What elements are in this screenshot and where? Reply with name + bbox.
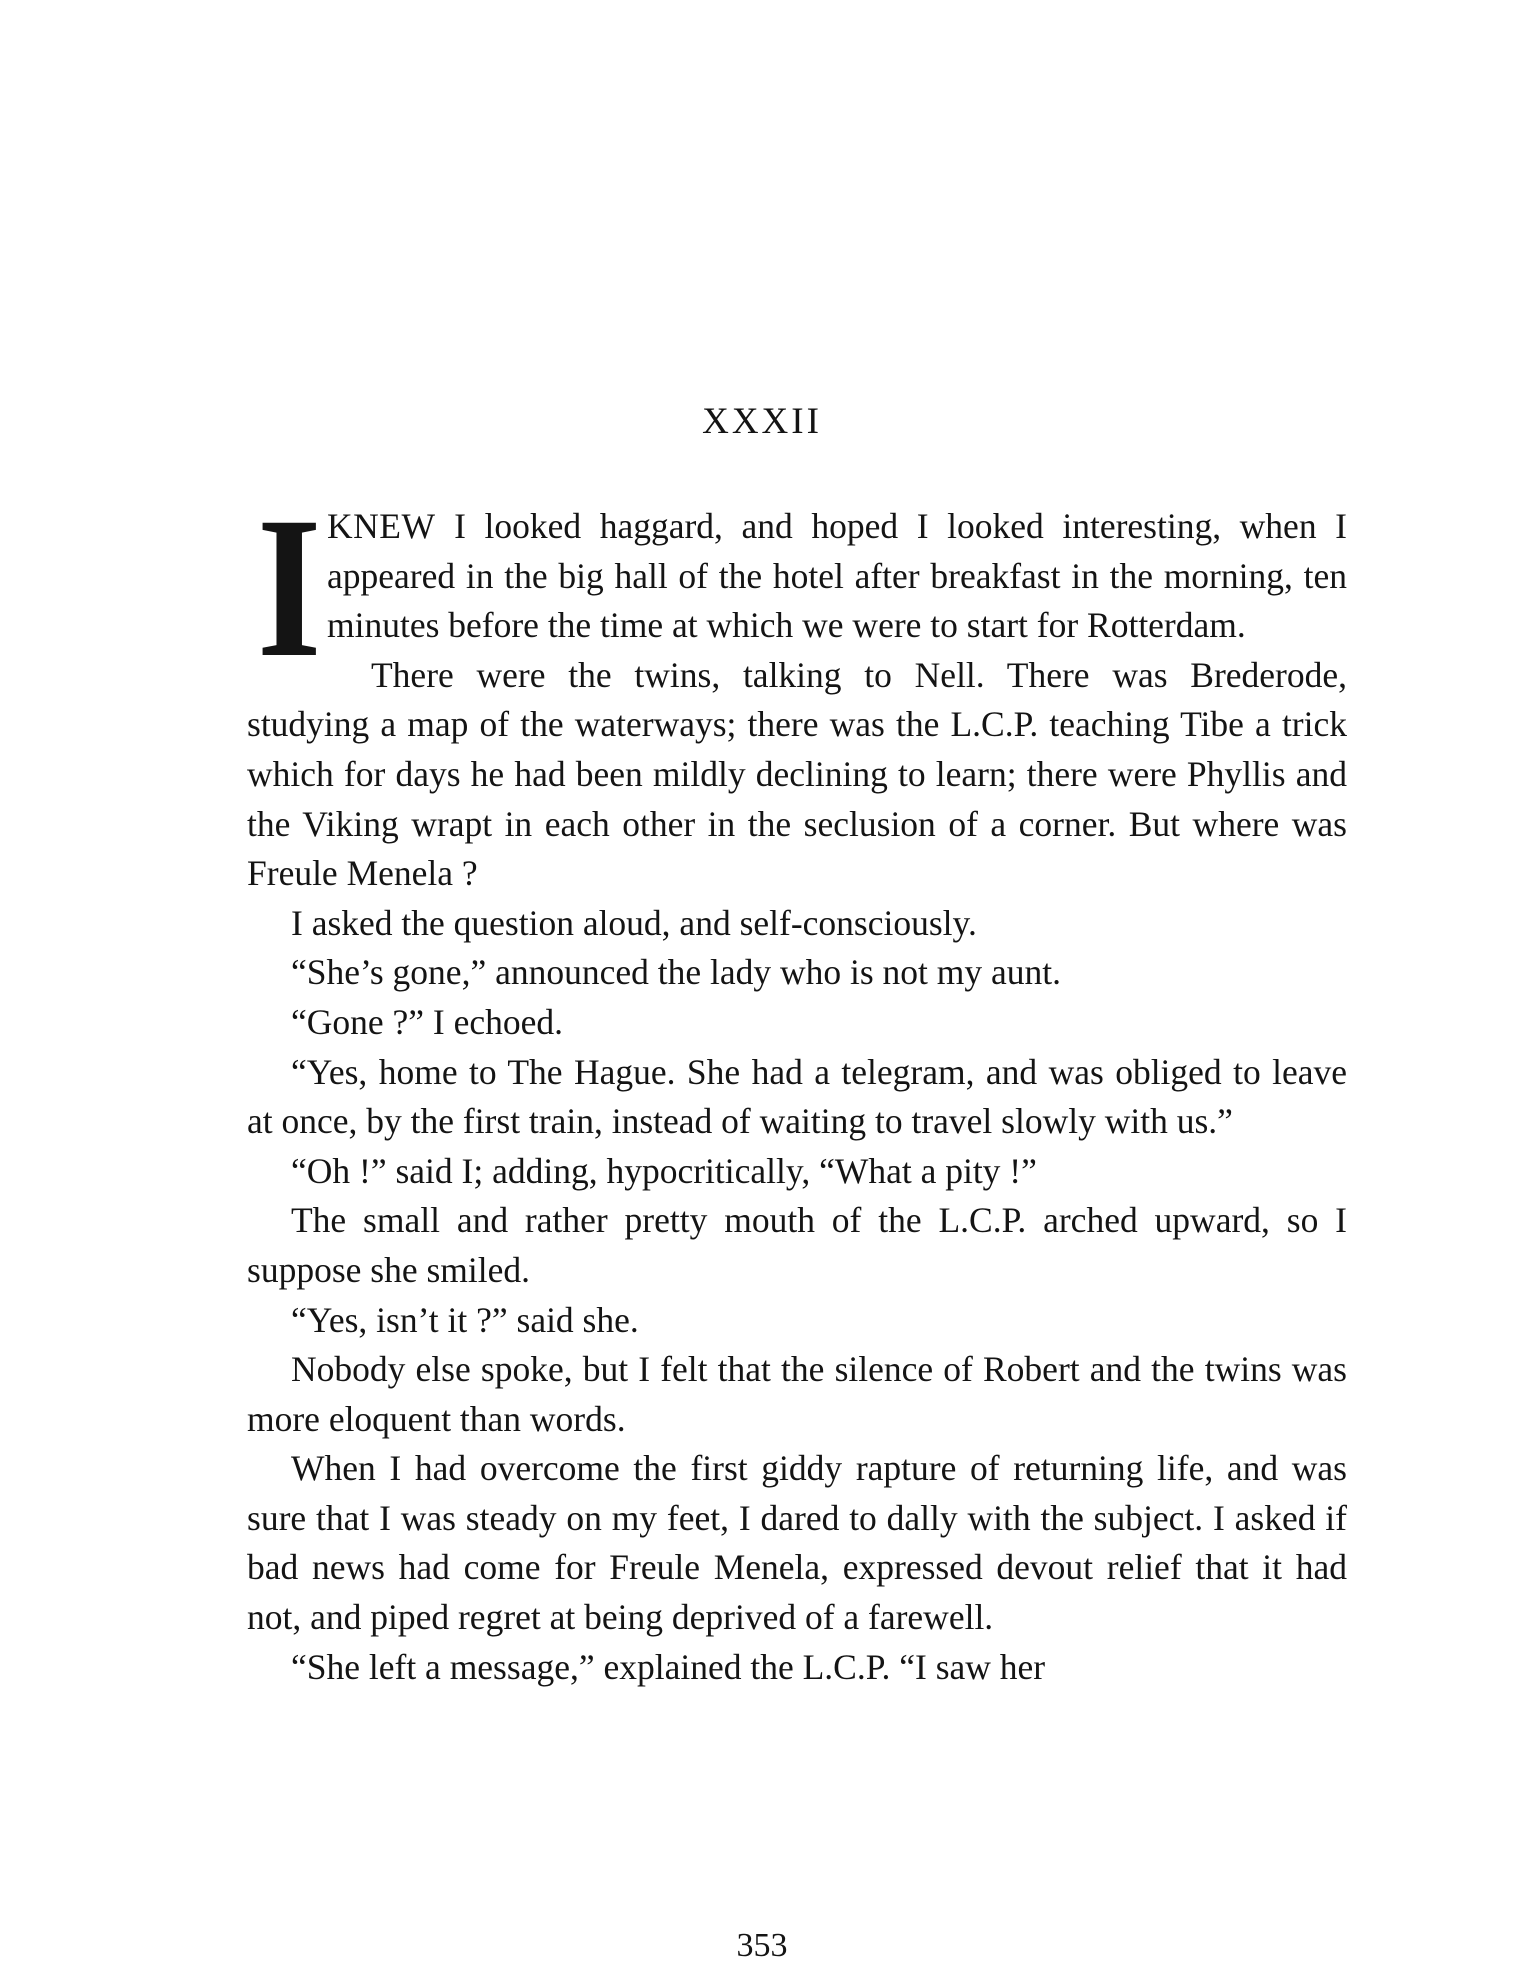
- paragraph-9: “Yes, isn’t it ?” said she.: [291, 1299, 639, 1340]
- paragraph-7: “Oh !” said I; adding, hypocritically, “What a pity !”: [291, 1150, 1037, 1191]
- paragraph-12: “She left a message,” explained the L.C.P. “I saw her: [291, 1646, 1046, 1687]
- page-number: 353: [736, 1927, 788, 1964]
- paragraph-11: When I had overcome the first giddy rapture of returning life, and was sure that I was steady on my feet, I dared to dally with the subject. I asked if bad news had come for Freule Menela, expressed devout relief that it had not, and piped regret at being deprived of a farewell.: [247, 1448, 1347, 1638]
- paragraph-10: Nobody else spoke, but I felt that the silence of Robert and the twins was more eloquent than words.: [247, 1349, 1347, 1439]
- paragraph-1-text: I looked haggard, and hoped I looked interesting, when I appeared in the big hall of the hotel after breakfast in the morning, ten minutes before the time at which we were to start for Rotterdam.: [327, 506, 1347, 646]
- paragraph-8: The small and rather pretty mouth of the L.C.P. arched upward, so I suppose she smiled.: [247, 1200, 1347, 1290]
- paragraph-6: “Yes, home to The Hague. She had a telegram, and was obliged to leave at once, by the first train, instead of waiting to travel slowly with us.”: [247, 1051, 1347, 1142]
- paragraph-5: “Gone ?” I echoed.: [291, 1001, 564, 1042]
- paragraph-1: [247, 475, 1347, 699]
- paragraph-3: I asked the question aloud, and self-consciously.: [291, 902, 977, 943]
- body-text: [247, 475, 1347, 1692]
- drop-cap: I: [257, 475, 322, 699]
- lead-in-word: KNEW: [327, 506, 436, 546]
- paragraph-2: There were the twins, talking to Nell. There was Brederode, studying a map of the waterways; there was the L.C.P. teaching Tibe a trick which for days he had been mildly declining to learn; there were Phyllis and the Viking wrapt in each other in the seclusion of a corner. But where was Freule Menela ?: [247, 654, 1347, 894]
- paragraph-4: “She’s gone,” announced the lady who is not my aunt.: [291, 952, 1061, 993]
- chapter-heading: XXXII: [702, 401, 822, 442]
